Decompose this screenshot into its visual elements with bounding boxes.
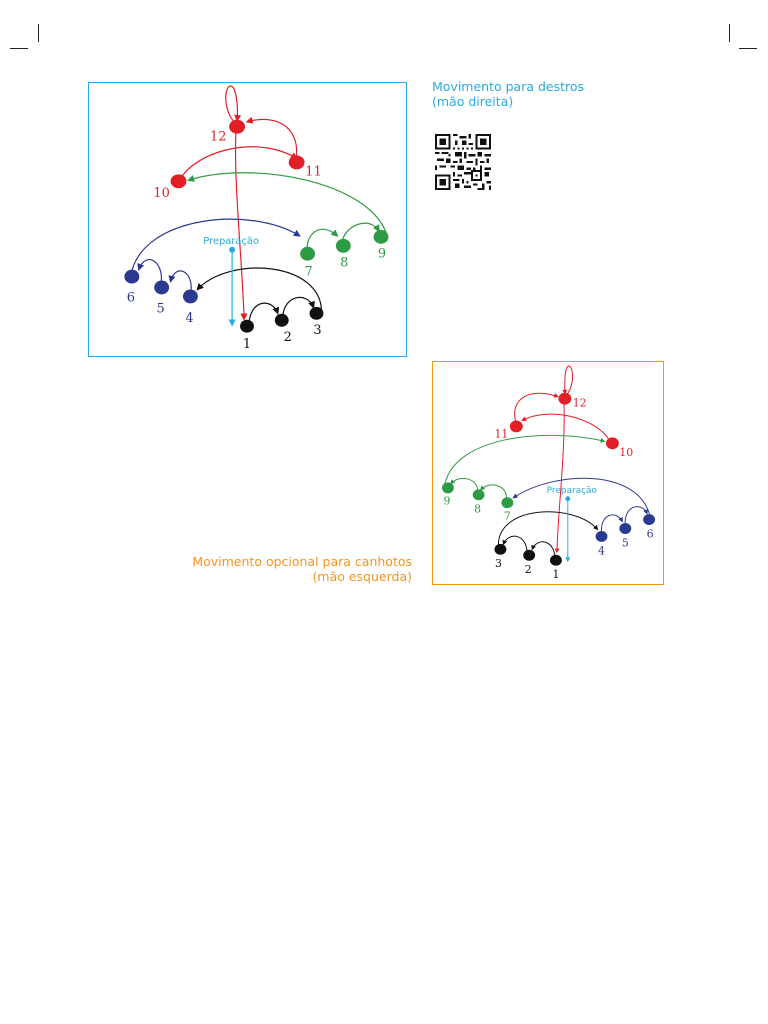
arrow-9-to-10 [188, 173, 387, 235]
arrow-11-to-12-left [515, 393, 558, 423]
arrow-8-to-9-left [451, 478, 478, 491]
beat-8-left [473, 489, 485, 515]
beat-12-left [558, 393, 586, 410]
right-handed-diagram [88, 82, 407, 357]
arrow-6-to-7 [131, 219, 300, 275]
svg-text:4: 4 [185, 311, 194, 327]
arrow-7-to-8-left [481, 485, 507, 500]
arrow-1-to-2 [249, 303, 278, 324]
svg-text:5: 5 [156, 301, 165, 317]
beat-7-left [501, 497, 513, 522]
preparation-dot [229, 247, 235, 253]
arrow-12-loop-left [565, 366, 573, 396]
svg-text:7: 7 [304, 264, 313, 280]
beat-6-left [643, 514, 655, 540]
svg-text:10: 10 [153, 186, 170, 202]
left-caption-line2: (mão esquerda) [312, 569, 412, 584]
svg-text:11: 11 [494, 427, 509, 441]
svg-text:6: 6 [126, 290, 135, 306]
svg-text:12: 12 [210, 129, 227, 145]
beat-3 [310, 307, 324, 338]
arrow-3-to-4 [197, 268, 321, 314]
arrow-6-to-7-left [513, 478, 650, 516]
svg-text:6: 6 [646, 527, 654, 541]
svg-text:9: 9 [443, 494, 451, 508]
left-handed-svg [433, 362, 663, 584]
crop-mark-top-left-v [38, 24, 39, 42]
right-caption-line1: Movimento para destros [432, 79, 585, 94]
right-caption-line2: (mão direita) [432, 94, 514, 109]
svg-text:7: 7 [503, 509, 511, 523]
beat-7 [300, 247, 315, 280]
svg-text:1: 1 [242, 337, 252, 353]
arrow-10-to-11 [180, 147, 296, 179]
beat-11 [289, 155, 322, 179]
left-caption-line1: Movimento opcional para canhotos [192, 554, 412, 569]
left-handed-diagram [432, 361, 664, 585]
svg-text:12: 12 [572, 396, 587, 410]
left-handed-caption [192, 554, 412, 584]
arrow-10-to-11-left [522, 414, 609, 440]
arrow-9-to-10-left [445, 435, 605, 484]
svg-text:5: 5 [621, 536, 629, 550]
svg-text:3: 3 [494, 557, 502, 571]
svg-text:11: 11 [305, 164, 322, 180]
arrow-2-to-3-left [503, 536, 527, 552]
beat-9 [374, 230, 389, 262]
qr-code-icon[interactable] [435, 134, 491, 190]
svg-text:9: 9 [377, 246, 387, 262]
beat-8 [336, 239, 351, 271]
beat-1-left [550, 555, 562, 581]
arrow-1-to-2-left [532, 542, 555, 557]
preparation-label: Preparação [203, 235, 260, 247]
right-handed-svg [89, 83, 406, 356]
svg-text:3: 3 [313, 323, 322, 339]
svg-text:2: 2 [524, 563, 532, 577]
svg-text:8: 8 [340, 255, 349, 271]
svg-text:1: 1 [552, 568, 560, 582]
arrow-12-loop [226, 86, 238, 123]
arrow-5-to-6-left [625, 507, 647, 526]
arrow-3-to-4-left [498, 509, 597, 547]
crop-mark-top-right-h [739, 48, 757, 49]
beat-2 [275, 314, 292, 345]
preparation-label-left: Preparação [546, 485, 597, 496]
arrow-4-to-5-left [601, 515, 622, 534]
arrow-8-to-9 [342, 223, 379, 242]
beat-2-left [523, 550, 535, 576]
beat-9-left [442, 482, 454, 507]
beat-12 [210, 120, 245, 145]
beat-10 [153, 174, 186, 201]
arrow-2-to-3 [283, 297, 314, 317]
preparation-dot-left [565, 496, 570, 501]
svg-text:2: 2 [283, 330, 292, 346]
beat-6 [124, 270, 139, 306]
svg-text:10: 10 [619, 446, 634, 460]
beat-5 [154, 281, 169, 317]
arrow-12-to-1-left [557, 402, 564, 553]
svg-text:4: 4 [598, 544, 605, 558]
beat-10-left [606, 437, 633, 459]
beat-4 [183, 289, 198, 326]
beat-4-left [596, 531, 608, 557]
arrow-12-to-1 [236, 129, 244, 320]
crop-mark-top-left-h [10, 48, 28, 49]
crop-mark-top-right-v [729, 24, 730, 42]
beat-5-left [619, 523, 631, 549]
right-handed-caption [432, 79, 584, 109]
svg-text:8: 8 [474, 502, 482, 516]
beat-1 [240, 320, 254, 352]
beat-3-left [494, 544, 506, 570]
